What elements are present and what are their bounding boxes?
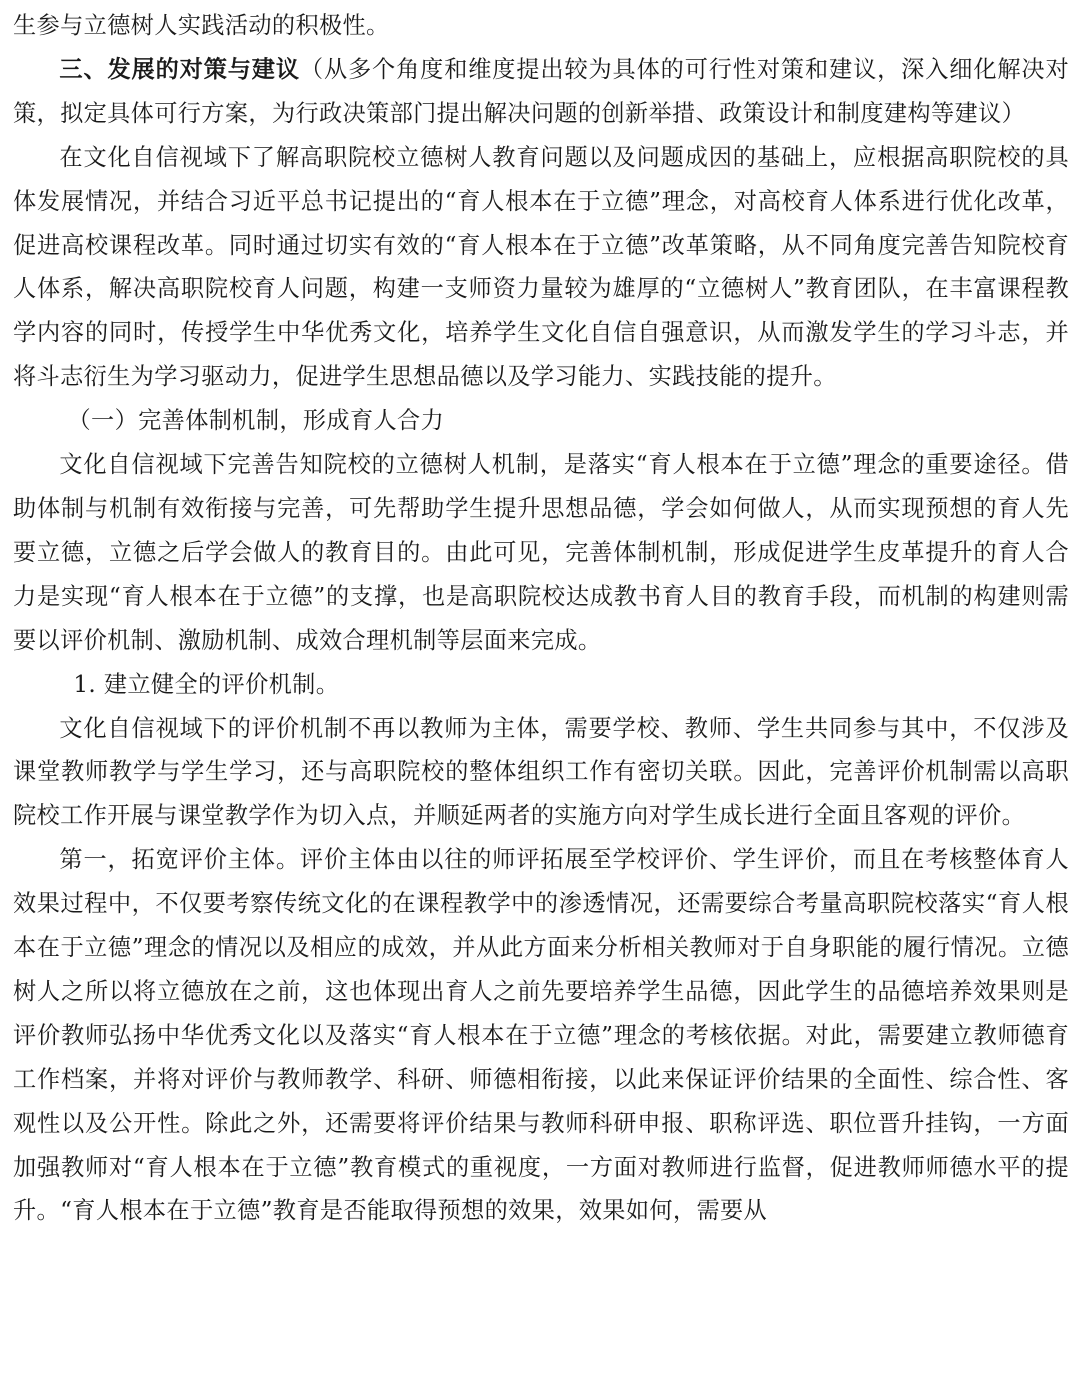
document-page: [13, 4, 1069, 1233]
paragraph-intro: 在文化自信视域下了解高职院校立德树人教育问题以及问题成因的基础上，应根据高职院校的具体发展情况，并结合习近平总书记提出的“育人根本在于立德”理念，对高校育人体系进行优化改革，促进高校课程改革。同时通过切实有效的“育人根本在于立德”改革策略，从不同角度完善告知院校育人体系，解决高职院校育人问题，构建一支师资力量较为雄厚的“立德树人”教育团队，在丰富课程教学内容的同时，传授学生中华优秀文化，培养学生文化自信自强意识，从而激发学生的学习斗志，并将斗志衍生为学习驱动力，促进学生思想品德以及学习能力、实践技能的提升。: [13, 143, 1069, 391]
subsection-1-heading: （一）完善体制机制，形成育人合力: [67, 407, 445, 435]
paragraph-first-point: 第一，拓宽评价主体。评价主体由以往的师评拓展至学校评价、学生评价，而且在考核整体育人效果过程中，不仅要考察传统文化的在课程教学中的渗透情况，还需要综合考量高职院校落实“育人根本在于立德”理念的情况以及相应的成效，并从此方面来分析相关教师对于自身职能的履行情况。立德树人之所以将立德放在之前，这也体现出育人之前先要培养学生品德，因此学生的品德培养效果则是评价教师弘扬中华优秀文化以及落实“育人根本在于立德”理念的考核依据。对此，需要建立教师德育工作档案，并将对评价与教师教学、科研、师德相衔接，以此来保证评价结果的全面性、综合性、客观性以及公开性。除此之外，还需要将评价结果与教师科研申报、职称评选、职位晋升挂钩，一方面加强教师对“育人根本在于立德”教育模式的重视度，一方面对教师进行监督，促进教师师德水平的提升。“育人根本在于立德”教育是否能取得预想的效果，效果如何，需要从: [13, 846, 1069, 1225]
item-1-heading: 1. 建立健全的评价机制。: [73, 670, 340, 698]
paragraph-item-1: 文化自信视域下的评价机制不再以教师为主体，需要学校、教师、学生共同参与其中，不仅涉及课堂教师教学与学生学习，还与高职院校的整体组织工作有密切关联。因此，完善评价机制需以高职院校工作开展与课堂教学作为切入点，并顺延两者的实施方向对学生成长进行全面且客观的评价。: [13, 714, 1069, 830]
paragraph-continuation: 生参与立德树人实践活动的积极性。: [13, 12, 390, 39]
section-3-title: 三、发展的对策与建议: [59, 55, 300, 83]
paragraph-subsection-1: 文化自信视域下完善告知院校的立德树人机制，是落实“育人根本在于立德”理念的重要途径。借助体制与机制有效衔接与完善，可先帮助学生提升思想品德，学会如何做人，从而实现预想的育人先要立德，立德之后学会做人的教育目的。由此可见，完善体制机制，形成促进学生皮革提升的育人合力是实现“育人根本在于立德”的支撑，也是高职院校达成教书育人目的教育手段，而机制的构建则需要以评价机制、激励机制、成效合理机制等层面来完成。: [13, 451, 1069, 654]
section-3-heading: [13, 48, 1069, 136]
section-3-note: （从多个角度和维度提出较为具体的可行性对策和建议，深入细化解决对策，拟定具体可行方案，为行政决策部门提出解决问题的创新举措、政策设计和制度建构等建议）: [13, 55, 1070, 127]
